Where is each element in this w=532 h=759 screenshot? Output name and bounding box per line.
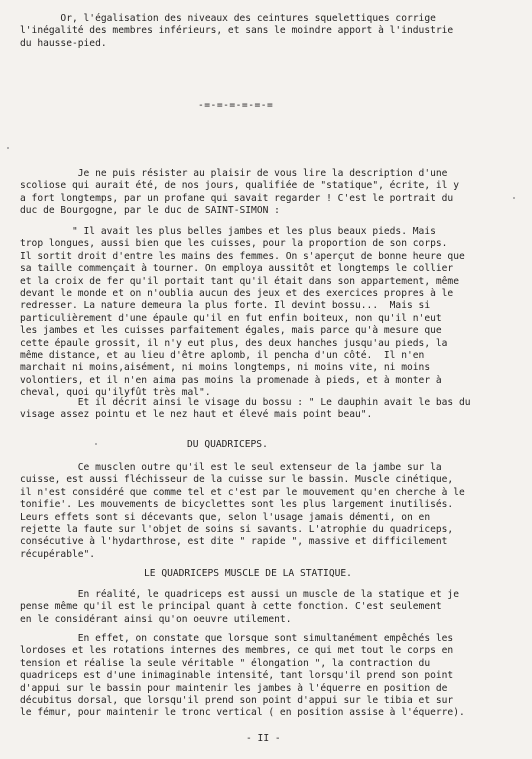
paragraph-quadriceps: Ce musclen outre qu'il est le seul extenseur de la jambe sur la cuisse, est aussi fléchisseur de la cuisse sur le bassin. Muscle cinétique, il n'est considéré que comme tel et c'est par le mouvement qu'en cherche à le tonifie'. Les mouvements de bicyclettes sont les plus largement inutilisés. Leurs effets sont si décevants que, selon l'usage jamais démenti, on en rejette la faute sur l'objet de soins si savants. L'atrophie du quadriceps, consécutive à l'hydarthrose, est dite " rapide ", massive et difficilement récupérable". — [20, 462, 465, 560]
paragraph-intro: Or, l'égalisation des niveaux des ceintures squelettiques corrige l'inégalité des membres inférieurs, et sans le moindre apport à l'industrie du hausse-pied. — [20, 13, 454, 49]
scan-speck — [513, 197, 515, 199]
page-number: - II - — [246, 733, 281, 744]
section-separator: -=-=-=-=-=-= — [198, 100, 274, 111]
heading-quadriceps: DU QUADRICEPS. — [187, 439, 268, 450]
paragraph-visage: Et il décrit ainsi le visage du bossu : " Le dauphin avait le bas du visage assez pointu et le nez haut et élevé mais point beau". — [20, 397, 471, 421]
paragraph-elongation: En effet, on constate que lorsque sont simultanément empêchés les lordoses et les rotations internes des membres, ce qui met tout le corps en tension et réalise la seule véritable " élongation ", la contraction du quadriceps est d'une inimaginable intensité, tant lorsqu'il prend son point d'appui sur le bassin pour maintenir les jambes à l'équerre en position de décubitus dorsal, que lorsqu'il prend son point d'appui sur le tibia et sur le fémur, pour maintenir le tronc vertical ( en position assise à l'équerre). — [20, 633, 465, 719]
scan-speck — [95, 443, 97, 445]
scan-speck — [7, 147, 9, 149]
paragraph-statique: En réalité, le quadriceps est aussi un muscle de la statique et je pense même qu'il est le principal quant à cette fonction. C'est seulement en le considérant ainsi qu'on oeuvre utilement. — [20, 589, 459, 625]
heading-quadriceps-statique: LE QUADRICEPS MUSCLE DE LA STATIQUE. — [144, 568, 352, 579]
paragraph-saint-simon-intro: Je ne puis résister au plaisir de vous lire la description d'une scoliose qui aurait été, de nos jours, qualifiée de "statique", écrite, il y a fort longtemps, par un profane qui savait regarder ! C'est le portrait du duc de Bourgogne, par le duc de SAINT-SIMON : — [20, 168, 459, 217]
quote-saint-simon: " Il avait les plus belles jambes et les plus beaux pieds. Mais trop longues, aussi bien que les cuisses, pour la proportion de son corps. Il sortit droit d'entre les mains des femmes. On s'aperçut de bonne heure que sa taille commençait à tourner. On employa aussitôt et longtemps le collier et la croix de fer qu'il portait tant qu'il était dans son appartement, même devant le monde et on n'oublia aucun des jeux et des exercices propres à le redresser. La nature demeura la plus forte. Il devint bossu... Mais si particulièrement d'une épaule qu'il en fut enfin boiteux, non qu'il n'eut les jambes et les cuisses parfaitement égales, mais parce qu'à mesure que cette épaule grossit, il n'y eut plus, des deux hanches jusqu'au pieds, la même distance, et au lieu d'être aplomb, il pencha d'un côté. Il n'en marchait ni moins,aisément, ni moins longtemps, ni moins vite, ni moins volontiers, et il n'en aima pas moins la promenade à pieds, et à monter à cheval, quoi qu'ilyfût très mal". — [20, 226, 465, 399]
